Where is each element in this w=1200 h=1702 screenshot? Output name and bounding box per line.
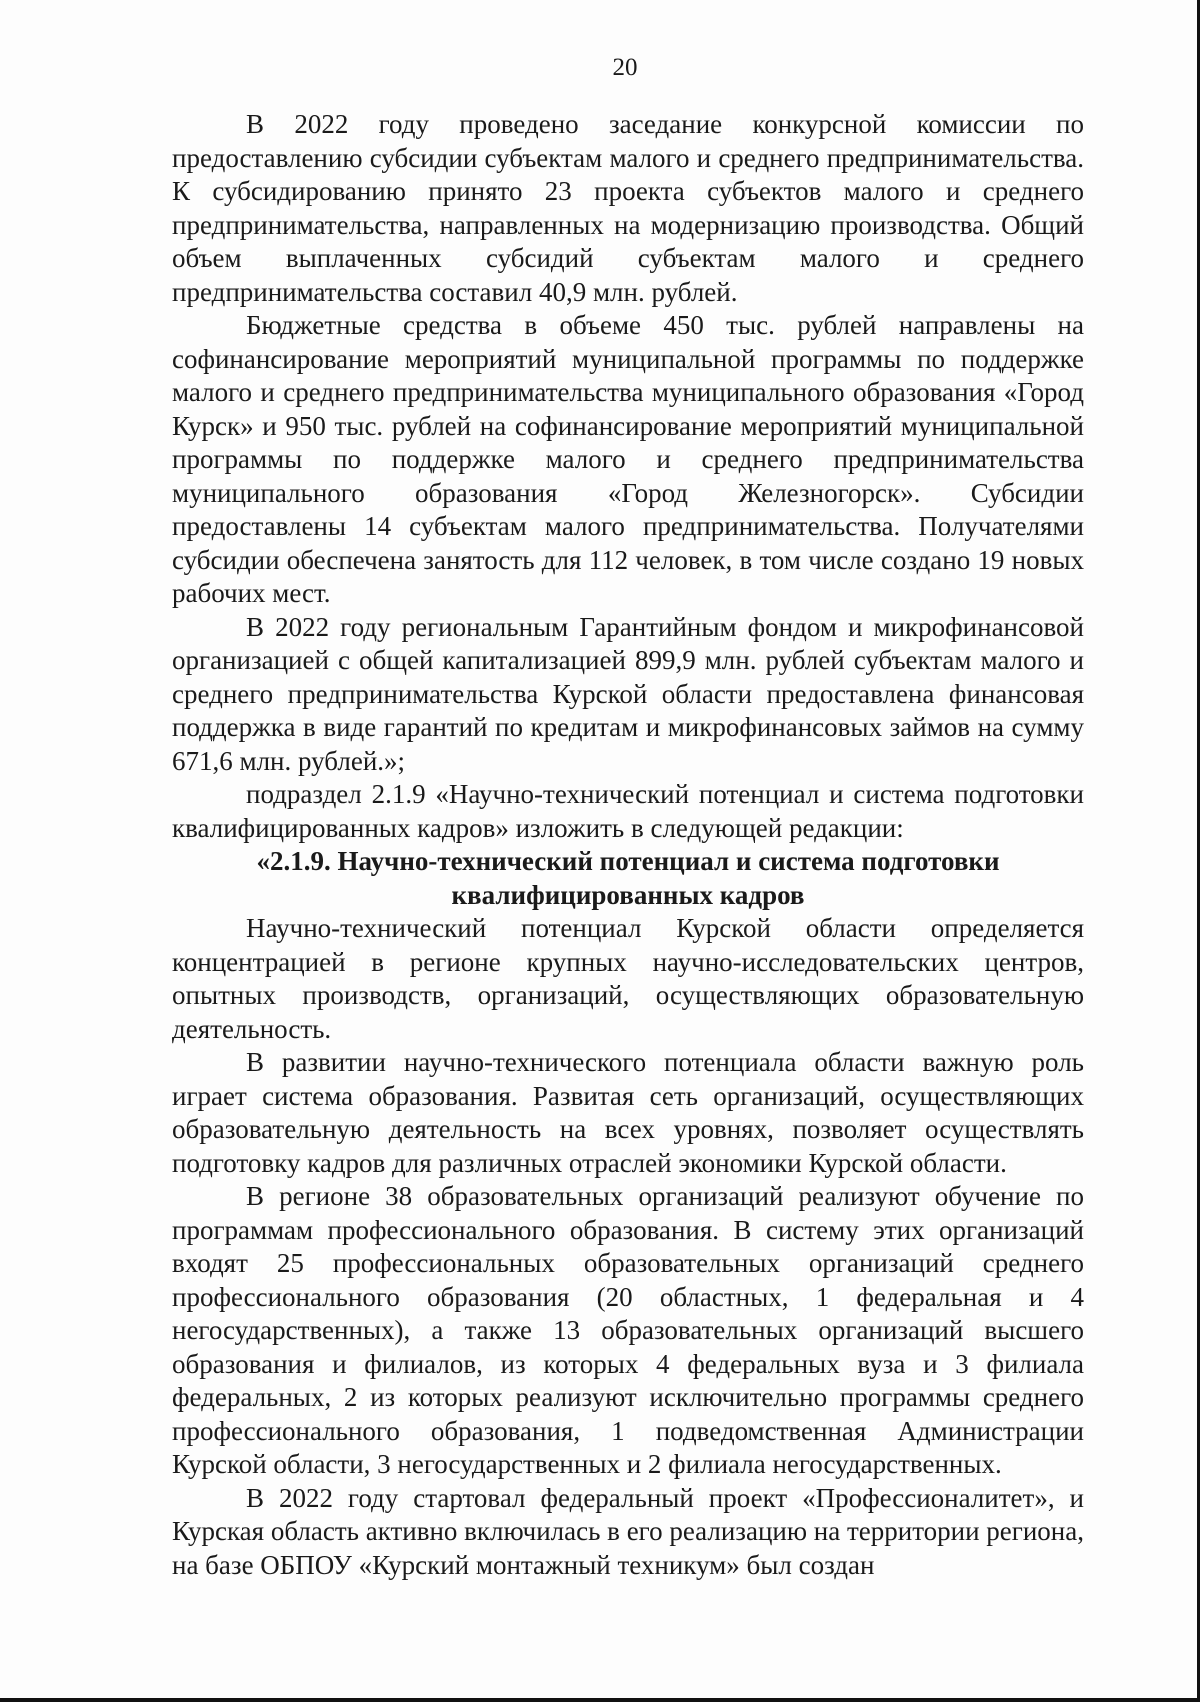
paragraph: В развитии научно-технического потенциала области важную роль играет система образования. Развитая сеть организаций, осуществляющих образовательную деятельность на всех уровнях, позволяет осуществлять подготовку кадров для различных отраслей экономики Курской области. (172, 1047, 1084, 1178)
paragraph: Бюджетные средства в объеме 450 тыс. рублей направлены на софинансирование мероприятий муниципальной программы по поддержке малого и среднего предпринимательства муниципального образования «Город Курск» и 950 тыс. рублей на софинансирование мероприятий муниципальной программы по поддержке малого и среднего предпринимательства муниципального образования «Город Железногорск». Субсидии предоставлены 14 субъектам малого предпринимательства. Получателями субсидии обеспечена занятость для 112 человек, в том числе создано 19 новых рабочих мест. (172, 310, 1084, 608)
section-heading: «2.1.9. Научно-технический потенциал и система подготовки квалифицированных кадров (256, 846, 1000, 910)
paragraph: В регионе 38 образовательных организаций реализуют обучение по программам профессионального образования. В систему этих организаций входят 25 профессиональных образовательных организаций среднего профессионального образования (20 областных, 1 федеральная и 4 негосударственных), а также 13 образовательных организаций высшего образования и филиалов, из которых 4 федеральных вуза и 3 филиала федеральных, 2 из которых реализуют исключительно программы среднего профессионального образования, 1 подведомственная Администрации Курской области, 3 негосударственных и 2 филиала негосударственных. (172, 1181, 1084, 1479)
paragraph: Научно-технический потенциал Курской области определяется концентрацией в регионе крупных научно-исследовательских центров, опытных производств, организаций, осуществляющих образовательную деятельность. (172, 913, 1084, 1044)
paragraph: В 2022 году проведено заседание конкурсной комиссии по предоставлению субсидии субъектам малого и среднего предпринимательства. К субсидированию принято 23 проекта субъектов малого и среднего предпринимательства, направленных на модернизацию производства. Общий объем выплаченных субсидий субъектам малого и среднего предпринимательства составил 40,9 млн. рублей. (172, 109, 1084, 307)
paragraph: В 2022 году региональным Гарантийным фондом и микрофинансовой организацией с общей капитализацией 899,9 млн. рублей субъектам малого и среднего предпринимательства Курской области предоставлена финансовая поддержка в виде гарантий по кредитам и микрофинансовых займов на сумму 671,6 млн. рублей.»; (172, 611, 1084, 776)
document-body (172, 108, 1084, 1582)
paragraph: подраздел 2.1.9 «Научно-технический потенциал и система подготовки квалифицированных кадров» изложить в следующей редакции: (172, 779, 1084, 843)
page-number: 20 (612, 54, 638, 81)
paragraph: В 2022 году стартовал федеральный проект «Профессионалитет», и Курская область активно включилась в его реализацию на территории региона, на базе ОБПОУ «Курский монтажный техникум» был создан (172, 1482, 1084, 1580)
